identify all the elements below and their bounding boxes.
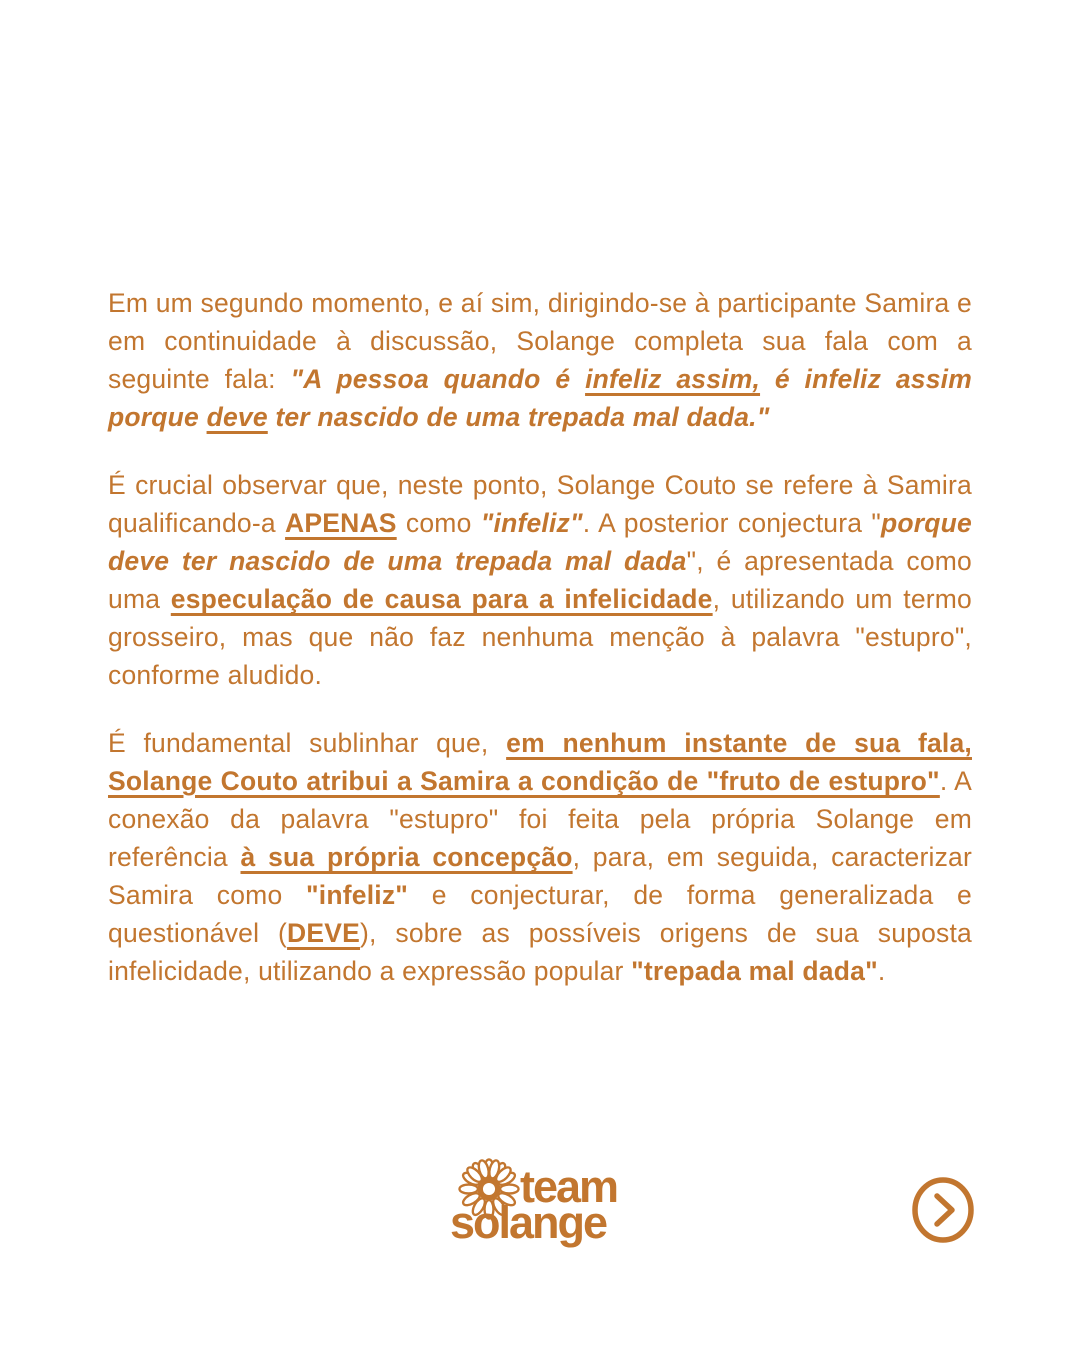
logo-word-solange: solange [450,1197,607,1248]
text-segment: porque deve ter nascido de uma trepada mal dada [108,508,972,576]
text-segment: . A posterior conjectura " [582,508,881,538]
text-segment: É crucial observar que, neste ponto, Solange Couto se refere à Samira qualificando-a [108,470,972,538]
next-page-button[interactable] [911,1176,975,1244]
text-segment: à sua própria concepção [240,842,573,872]
text-segment: "A pessoa quando é [290,364,586,394]
text-segment: . [877,956,886,986]
text-segment: APENAS [285,508,397,538]
document-body [108,284,972,1020]
text-segment: É fundamental sublinhar que, [108,728,507,758]
team-solange-logo [450,1158,630,1268]
text-segment: especulação de causa para a infelicidade [170,584,713,614]
text-segment: e conjecturar, de forma generalizada e questionável ( [108,880,972,948]
text-segment: DEVE [287,918,361,948]
text-segment: . A conexão da palavra "estupro" foi feita pela própria Solange em referência [108,766,972,872]
text-segment: "infeliz" [480,508,583,538]
text-segment: ), sobre as possíveis origens de sua suposta infelicidade, utilizando a expressão popular [108,918,972,986]
text-segment: , para, em seguida, caracterizar Samira como [108,842,972,910]
paragraph [108,284,972,436]
text-segment: em nenhum instante de sua fala, Solange Couto atribui a Samira a condição de "fruto de estupro" [108,728,972,796]
logo-word-team: team [520,1161,618,1212]
text-segment: ", é apresentada como uma [108,546,972,614]
text-segment: "infeliz" [306,880,409,910]
text-segment: infeliz assim, [585,364,761,394]
text-segment: , utilizando um termo grosseiro, mas que não faz nenhuma menção à palavra "estupro", conforme aludido. [108,584,972,690]
text-segment: como [396,508,481,538]
text-segment: ter nascido de uma trepada mal dada." [267,402,770,432]
text-segment: "trepada mal dada" [631,956,878,986]
chevron-right-icon [911,1176,975,1244]
text-segment: é infeliz assim porque [108,364,972,432]
text-segment: Em um segundo momento, e aí sim, dirigindo-se à participante Samira e em continuidade à discussão, Solange completa sua fala com a seguinte fala: [108,288,972,394]
paragraph [108,724,972,990]
text-segment: deve [206,402,268,432]
paragraph [108,466,972,694]
